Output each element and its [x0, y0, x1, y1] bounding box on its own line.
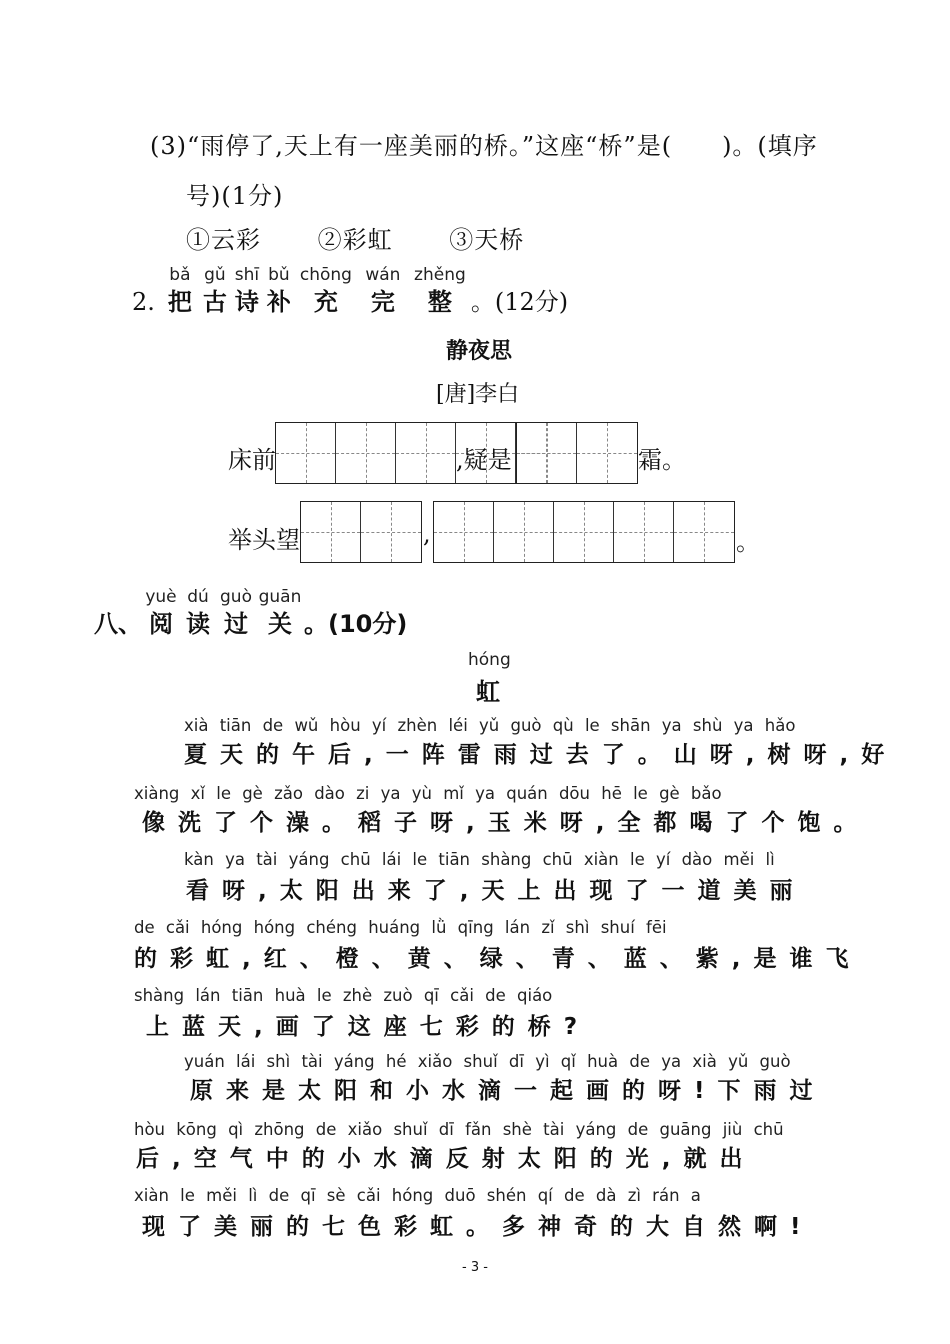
pinyin: shī: [234, 265, 260, 285]
story-pinyin-line-4: de cǎi hóng hóng chéng huáng lǜ qīng lán zǐ shì shuí fēi: [134, 918, 667, 937]
pinyin: dú: [187, 587, 209, 607]
hanzi: 完: [370, 287, 395, 316]
story-text-line-7: 后,空气中的小水滴反射太阳的光,就出: [136, 1146, 756, 1172]
hanzi: 补: [266, 287, 291, 316]
story-text-line-6: 原来是太阳和小水滴一起画的呀!下雨过: [190, 1078, 826, 1104]
poem-line1-prefix: 床前: [228, 446, 276, 474]
pinyin: bǎ: [169, 265, 191, 285]
poem-line2-prefix: 举头望: [228, 526, 300, 554]
story-text-line-5: 上蓝天,画了这座七彩的桥?: [146, 1014, 591, 1040]
story-title-pinyin: hóng: [468, 650, 511, 670]
hanzi: 古: [202, 287, 227, 316]
hanzi: 诗: [234, 287, 259, 316]
poem-author: [唐]李白: [436, 382, 520, 407]
section-8-score: 。(10分): [304, 610, 408, 638]
section-8-heading: [94, 586, 407, 640]
option-1: ①云彩: [186, 226, 261, 254]
answer-grid-3[interactable]: [300, 501, 422, 563]
pinyin: gǔ: [204, 265, 226, 285]
hanzi: 整: [427, 287, 452, 316]
poem-line1-end: 霜。: [638, 446, 686, 474]
story-pinyin-line-1: xià tiān de wǔ hòu yí zhèn léi yǔ guò qù le shān ya shù ya hǎo: [184, 716, 796, 735]
pinyin: chōng: [299, 265, 352, 285]
hanzi: 阅: [149, 609, 173, 638]
pinyin: wán: [365, 265, 401, 285]
answer-grid-4[interactable]: [433, 501, 735, 563]
story-text-line-3: 看呀,太阳出来了,天上出现了一道美丽: [186, 878, 806, 904]
question-2-heading: [132, 264, 568, 318]
story-text-line-4: 的彩虹,红、橙、黄、绿、青、蓝、紫,是谁飞: [134, 946, 862, 972]
pinyin: yuè: [145, 587, 177, 607]
poem-line2-end: 。: [736, 528, 760, 556]
hanzi: 关: [268, 609, 292, 638]
poem-line1-mid: ,疑是: [456, 446, 512, 474]
hanzi: 过: [224, 609, 248, 638]
pinyin: bǔ: [268, 265, 290, 285]
story-pinyin-line-6: yuán lái shì tài yáng hé xiǎo shuǐ dī yì qǐ huà de ya xià yǔ guò: [184, 1052, 791, 1071]
story-text-line-8: 现了美丽的七色彩虹。多神奇的大自然啊!: [142, 1214, 814, 1240]
story-pinyin-line-2: xiàng xǐ le gè zǎo dào zi ya yù mǐ ya quán dōu hē le gè bǎo: [134, 784, 722, 803]
option-3: ③天桥: [449, 226, 525, 254]
story-pinyin-line-5: shàng lán tiān huà le zhè zuò qī cǎi de qiáo: [134, 986, 553, 1005]
question-3-line1: (3)“雨停了,天上有一座美丽的桥。”这座“桥”是( )。(填序: [150, 132, 818, 160]
answer-grid-2[interactable]: [516, 422, 638, 484]
question-2-number: 2.: [132, 288, 155, 316]
question-3-options: [186, 220, 572, 255]
page-number: - 3 -: [462, 1260, 488, 1275]
story-text-line-1: 夏天的午后,一阵雷雨过去了。山呀,树呀,好: [184, 742, 898, 768]
poem-title: 静夜思: [446, 339, 513, 364]
story-text-line-2: 像洗了个澡。稻子呀,玉米呀,全都喝了个饱。: [142, 810, 870, 836]
pinyin: guò: [220, 587, 252, 607]
question-3-line2: 号)(1分): [186, 182, 284, 210]
story-pinyin-line-3: kàn ya tài yáng chū lái le tiān shàng chū xiàn le yí dào měi lì: [184, 850, 775, 869]
poem-line2-mid: ,: [423, 520, 431, 548]
hanzi: 充: [313, 287, 338, 316]
story-pinyin-line-8: xiàn le měi lì de qī sè cǎi hóng duō shén qí de dà zì rán a: [134, 1186, 701, 1205]
pinyin: guān: [258, 587, 302, 607]
hanzi: 把: [167, 287, 192, 316]
story-pinyin-line-7: hòu kōng qì zhōng de xiǎo shuǐ dī fǎn shè tài yáng de guāng jiù chū: [134, 1120, 784, 1139]
hanzi: 读: [186, 609, 210, 638]
option-2: ②彩虹: [317, 226, 393, 254]
story-title: 虹: [476, 678, 500, 706]
pinyin: zhěng: [414, 265, 466, 285]
question-2-score: 。(12分): [470, 288, 569, 316]
section-8-prefix: 八、: [94, 610, 142, 638]
